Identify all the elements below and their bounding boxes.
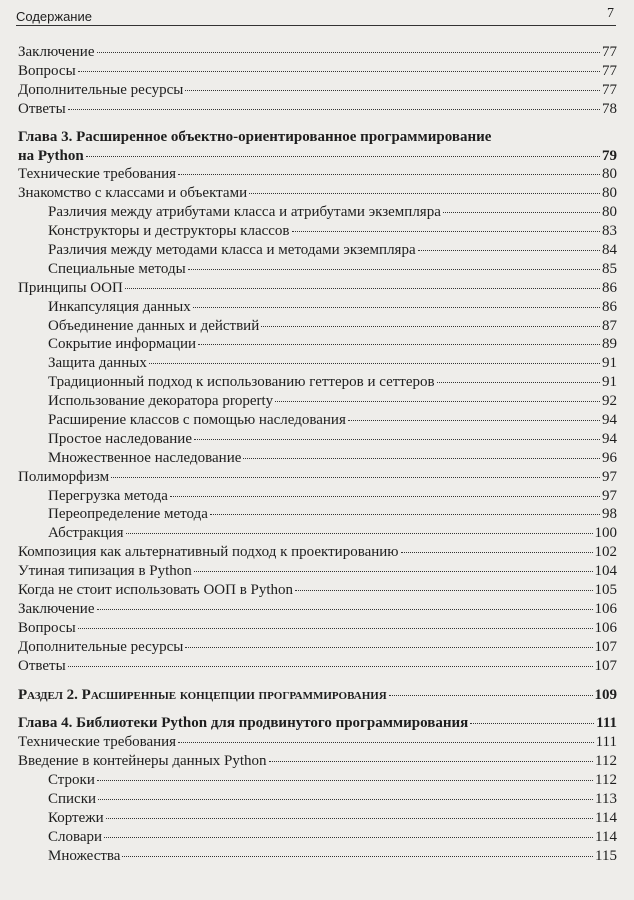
toc-entry[interactable] xyxy=(18,657,617,676)
toc-block-1 xyxy=(18,43,617,119)
toc-entry-page: 94 xyxy=(602,412,617,429)
toc-entry-label: Перегрузка метода xyxy=(48,487,168,504)
toc-entry-label: Когда не стоит использовать ООП в Python xyxy=(18,582,294,599)
toc-entry[interactable] xyxy=(18,543,617,562)
toc-entry-label: Специальные методы xyxy=(48,260,186,277)
toc-entry[interactable] xyxy=(18,733,617,752)
toc-entry[interactable] xyxy=(18,335,617,354)
toc-entry-label: Технические требования xyxy=(18,166,177,183)
toc-entry-label: Вопросы xyxy=(18,62,76,79)
toc-entry-page: 86 xyxy=(602,298,617,315)
toc-block-3 xyxy=(18,733,617,865)
toc-entry[interactable] xyxy=(18,505,617,524)
toc-entry-page: 77 xyxy=(602,62,617,79)
toc-entry-page: 111 xyxy=(595,734,617,751)
toc-entry[interactable] xyxy=(18,638,617,657)
toc-entry-label: Защита данных xyxy=(48,355,147,372)
dot-leader xyxy=(97,609,593,610)
toc-entry-label: Композиция как альтернативный подход к проектированию xyxy=(18,544,399,561)
dot-leader xyxy=(111,477,600,478)
toc-entry-page: 97 xyxy=(602,468,617,485)
toc-entry-label: Введение в контейнеры данных Python xyxy=(18,753,267,770)
toc-entry[interactable] xyxy=(18,752,617,771)
toc-entry[interactable] xyxy=(18,100,617,119)
toc-entry-label: Заключение xyxy=(18,600,95,617)
toc-entry[interactable] xyxy=(18,411,617,430)
toc-entry-label: Полиморфизм xyxy=(18,468,110,485)
dot-leader xyxy=(126,533,593,534)
dot-leader xyxy=(106,818,593,819)
toc-entry-label: Конструкторы и деструкторы классов xyxy=(48,223,290,240)
dot-leader xyxy=(125,288,600,289)
dot-leader xyxy=(443,212,600,213)
toc-entry-label: Списки xyxy=(48,790,97,807)
chapter-3-title: Глава 3. Расширенное объектно-ориентированное программирование xyxy=(18,128,492,145)
dot-leader xyxy=(261,326,600,327)
dot-leader xyxy=(292,231,600,232)
toc-entry-page: 107 xyxy=(594,657,617,674)
toc-entry-page: 89 xyxy=(602,336,617,353)
dot-leader xyxy=(210,514,600,515)
toc-entry-page: 84 xyxy=(602,242,617,259)
toc-entry-label: Абстракция xyxy=(48,525,124,542)
toc-entry-page: 80 xyxy=(602,166,617,183)
toc-entry-label: Знакомство с классами и объектами xyxy=(18,185,248,202)
toc-entry[interactable] xyxy=(18,241,617,260)
toc-entry[interactable] xyxy=(18,373,617,392)
toc-entry[interactable] xyxy=(18,184,617,203)
toc-entry[interactable] xyxy=(18,392,617,411)
toc-entry[interactable] xyxy=(18,468,617,487)
toc-entry[interactable] xyxy=(18,600,617,619)
dot-leader xyxy=(78,628,593,629)
toc-entry-chapter-4[interactable] xyxy=(18,714,617,733)
toc-entry-page: 106 xyxy=(594,600,617,617)
toc-entry-label: Ответы xyxy=(18,100,66,117)
toc-entry-label: Множественное наследование xyxy=(48,449,242,466)
toc-entry[interactable] xyxy=(18,260,617,279)
toc-entry-page: 109 xyxy=(594,686,617,703)
toc-entry-page: 77 xyxy=(602,81,617,98)
toc-entry-label: Объединение данных и действий xyxy=(48,317,260,334)
dot-leader xyxy=(97,780,593,781)
dot-leader xyxy=(98,799,593,800)
dot-leader xyxy=(185,647,592,648)
toc-entry-label: Сокрытие информации xyxy=(48,336,197,353)
toc-entry[interactable] xyxy=(18,165,617,184)
dot-leader xyxy=(170,496,600,497)
toc-entry[interactable] xyxy=(18,298,617,317)
toc-entry-label: Принципы ООП xyxy=(18,279,123,296)
toc-entry-label: Глава 4. Библиотеки Python для продвинутого программирования xyxy=(18,715,469,732)
table-of-contents xyxy=(18,43,617,866)
toc-entry-label: Строки xyxy=(48,772,95,789)
toc-entry-label: Переопределение метода xyxy=(48,506,208,523)
toc-entry-page: 83 xyxy=(602,223,617,240)
toc-entry[interactable] xyxy=(18,279,617,298)
toc-entry[interactable] xyxy=(18,222,617,241)
toc-entry[interactable] xyxy=(18,562,617,581)
toc-entry-label: Заключение xyxy=(18,44,95,60)
dot-leader xyxy=(295,590,592,591)
page-number: 7 xyxy=(607,6,614,21)
toc-entry-label: Различия между методами класса и методами экземпляра xyxy=(48,242,416,259)
dot-leader xyxy=(78,71,600,72)
toc-entry[interactable] xyxy=(18,809,617,828)
dot-leader xyxy=(348,420,600,421)
toc-entry[interactable] xyxy=(18,81,617,100)
toc-entry-label: Дополнительные ресурсы xyxy=(18,81,184,98)
header-title: Содержание xyxy=(16,9,92,24)
dot-leader xyxy=(269,761,594,762)
toc-entry-label: Расширение классов с помощью наследования xyxy=(48,412,346,429)
toc-entry-label: Ответы xyxy=(18,657,66,674)
toc-entry-page: 112 xyxy=(595,772,617,789)
toc-entry-label: Раздел 2. Расширенные концепции программирования xyxy=(18,686,387,703)
toc-entry-page: 112 xyxy=(595,753,617,770)
toc-entry[interactable] xyxy=(18,43,617,62)
dot-leader xyxy=(193,307,600,308)
dot-leader xyxy=(470,723,594,724)
toc-entry-label: Технические требования xyxy=(18,734,177,751)
toc-entry-page: 98 xyxy=(602,506,617,523)
toc-entry[interactable] xyxy=(18,524,617,543)
toc-entry-page: 94 xyxy=(602,430,617,447)
dot-leader xyxy=(188,269,600,270)
toc-entry-label: Простое наследование xyxy=(48,430,192,447)
toc-entry-page: 105 xyxy=(594,582,617,599)
toc-entry-page: 92 xyxy=(602,393,617,410)
toc-entry-page: 86 xyxy=(602,279,617,296)
dot-leader xyxy=(437,382,600,383)
dot-leader xyxy=(97,52,601,53)
toc-entry[interactable] xyxy=(18,828,617,847)
dot-leader xyxy=(149,363,600,364)
toc-entry[interactable] xyxy=(18,847,617,866)
toc-entry[interactable] xyxy=(18,581,617,600)
toc-entry[interactable] xyxy=(18,430,617,449)
dot-leader xyxy=(178,174,600,175)
toc-entry-page: 106 xyxy=(594,619,617,636)
toc-entry-page: 97 xyxy=(602,487,617,504)
toc-entry[interactable] xyxy=(18,203,617,222)
dot-leader xyxy=(243,458,600,459)
dot-leader xyxy=(194,439,600,440)
dot-leader xyxy=(389,695,593,696)
toc-entry[interactable] xyxy=(18,62,617,81)
toc-entry-page: 96 xyxy=(602,449,617,466)
dot-leader xyxy=(418,250,600,251)
dot-leader xyxy=(68,109,600,110)
running-header xyxy=(16,6,616,26)
dot-leader xyxy=(122,856,593,857)
toc-entry-page: 114 xyxy=(595,809,617,826)
toc-entry-page: 100 xyxy=(594,525,617,542)
dot-leader xyxy=(275,401,600,402)
toc-entry-page: 78 xyxy=(602,100,617,117)
dot-leader xyxy=(249,193,600,194)
toc-entry-label: Инкапсуляция данных xyxy=(48,298,191,315)
toc-entry[interactable] xyxy=(18,771,617,790)
toc-entry-page: 113 xyxy=(595,790,617,807)
dot-leader xyxy=(86,156,600,157)
toc-entry-page: 91 xyxy=(602,374,617,391)
toc-entry[interactable] xyxy=(18,449,617,468)
dot-leader xyxy=(198,344,600,345)
toc-entry-label: Вопросы xyxy=(18,619,76,636)
toc-entry-page: 80 xyxy=(602,185,617,202)
dot-leader xyxy=(194,571,593,572)
dot-leader xyxy=(178,742,594,743)
toc-entry-label: Дополнительные ресурсы xyxy=(18,638,184,655)
toc-entry-label: Кортежи xyxy=(48,809,104,826)
toc-entry-page: 111 xyxy=(596,715,617,732)
toc-entry-label: Традиционный подход к использованию геттеров и сеттеров xyxy=(48,374,435,391)
toc-entry-page: 114 xyxy=(595,828,617,845)
toc-entry-page: 91 xyxy=(602,355,617,372)
dot-leader xyxy=(104,837,593,838)
toc-entry-page: 77 xyxy=(602,44,617,60)
toc-entry-label: Использование декоратора property xyxy=(48,393,274,410)
toc-entry[interactable] xyxy=(18,487,617,506)
toc-entry-page: 79 xyxy=(602,147,617,164)
toc-entry-page: 80 xyxy=(602,204,617,221)
toc-entry[interactable] xyxy=(18,317,617,336)
dot-leader xyxy=(68,666,593,667)
toc-entry[interactable] xyxy=(18,354,617,373)
toc-entry-part-2[interactable] xyxy=(18,686,617,705)
toc-entry[interactable] xyxy=(18,619,617,638)
toc-block-2 xyxy=(18,165,617,675)
toc-entry-chapter-3[interactable] xyxy=(18,147,617,166)
toc-entry-page: 107 xyxy=(594,638,617,655)
toc-entry-label: Словари xyxy=(48,828,103,845)
toc-entry-page: 115 xyxy=(595,847,617,864)
toc-entry-label: Различия между атрибутами класса и атрибутами экземпляра xyxy=(48,204,441,221)
dot-leader xyxy=(401,552,593,553)
toc-entry-page: 85 xyxy=(602,260,617,277)
toc-entry-label: Множества xyxy=(48,847,121,864)
toc-entry-label: на Python xyxy=(18,147,84,164)
toc-entry-label: Утиная типизация в Python xyxy=(18,563,192,580)
toc-entry-page: 102 xyxy=(594,544,617,561)
dot-leader xyxy=(185,90,600,91)
toc-entry-page: 104 xyxy=(594,563,617,580)
toc-entry-page: 87 xyxy=(602,317,617,334)
toc-entry[interactable] xyxy=(18,790,617,809)
